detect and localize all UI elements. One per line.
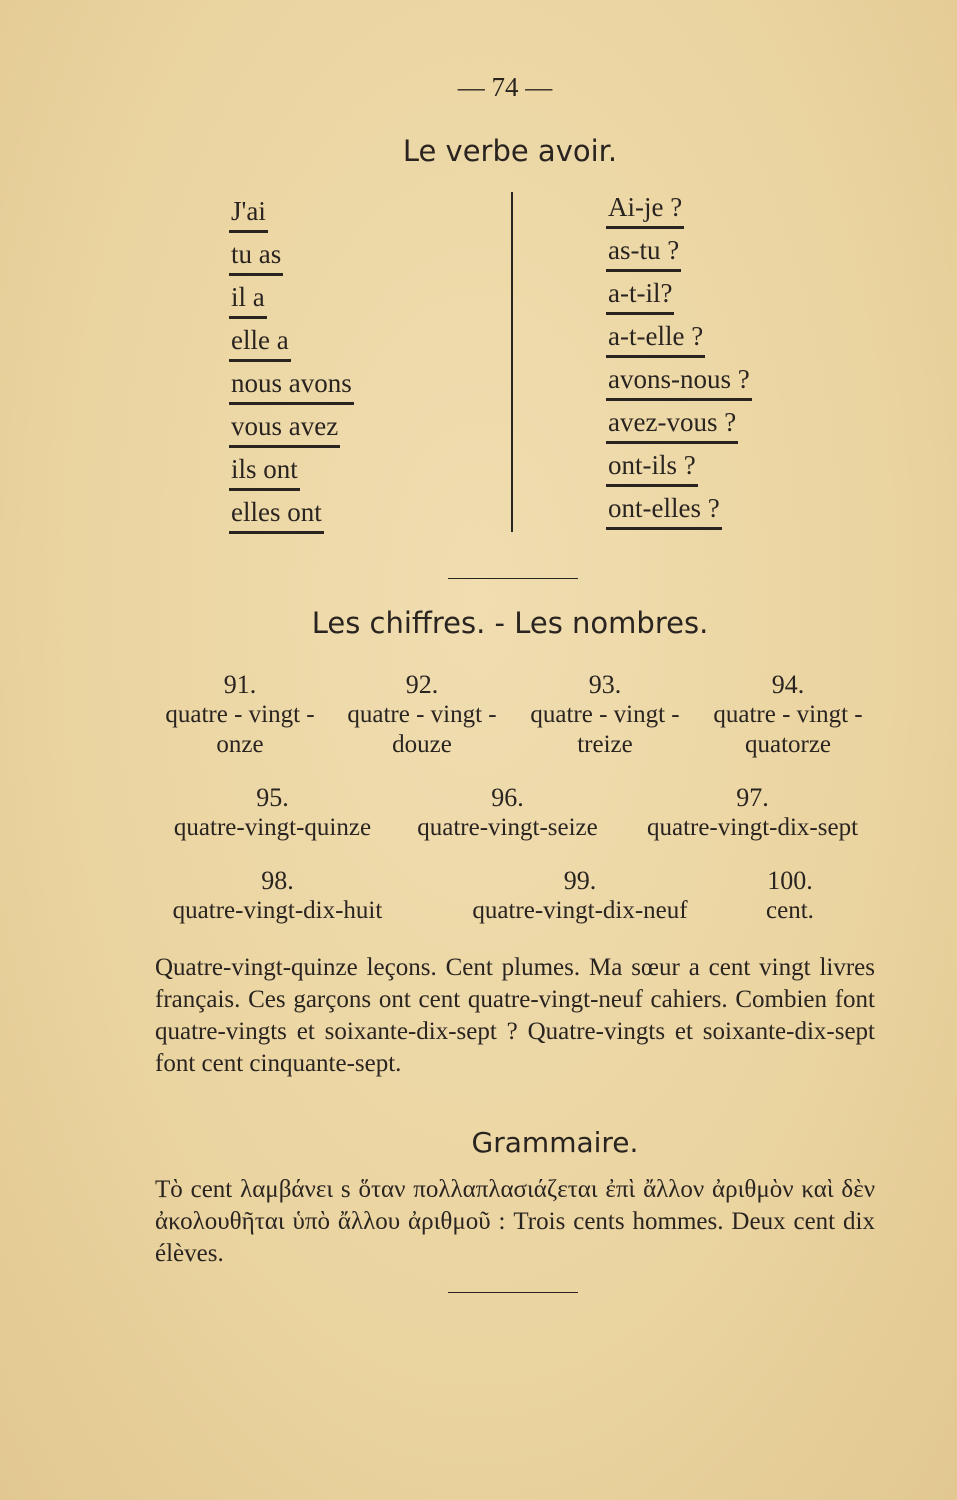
conj-interrogative-8: ont-elles ? (606, 493, 722, 530)
exercise-paragraph: Quatre-vingt-quinze leçons. Cent plumes. Ma sœur a cent vingt livres français. Ces garçons ont cent quatre-vingt-neuf cahiers. Combien font quatre-vingts et soixante-dix-sept ? Quatre-vingts et soixante-dix-sept font cent cinquante-sept. (155, 954, 875, 1077)
number-100-digits: 100. (767, 866, 813, 895)
conj-interrogative-6: avez-vous ? (606, 407, 738, 444)
conj-affirmative-3: il a (229, 282, 267, 319)
conj-affirmative-1: J'ai (229, 196, 268, 233)
number-94-words-2: quatorze (744, 731, 832, 758)
number-92 (332, 670, 512, 760)
number-93-words-2: treize (577, 731, 633, 758)
conj-interrogative-1: Ai-je ? (606, 192, 684, 229)
number-91-digits: 91. (223, 670, 257, 699)
number-98 (150, 866, 405, 926)
number-92-words-2: douze (392, 731, 452, 758)
section-rule-2 (448, 1292, 578, 1293)
conj-interrogative-4: a-t-elle ? (606, 321, 705, 358)
number-95 (150, 783, 395, 843)
grammar-paragraph: Τὸ cent λαμβάνει s ὅταν πολλαπλασιάζεται ἐπὶ ἄλλον ἀριθμὸν καὶ δὲν ἀκολουθῆται ὑπὸ ἄλλου ἀριθμοῦ : Trois cents hommes. Deux cent dix élèves. (155, 1176, 875, 1267)
number-95-digits: 95. (256, 783, 289, 812)
column-divider (511, 192, 513, 532)
number-93-digits: 93. (588, 670, 622, 699)
number-92-words-1: quatre - vingt - (347, 701, 497, 728)
number-99 (450, 866, 710, 926)
conj-affirmative-4: elle a (229, 325, 291, 362)
conj-affirmative-7: ils ont (229, 454, 300, 491)
title-grammar: Grammaire. (471, 1126, 639, 1159)
number-94 (698, 670, 878, 760)
number-94-digits: 94. (771, 670, 805, 699)
number-91-words-1: quatre - vingt - (165, 701, 315, 728)
conj-affirmative-6: vous avez (229, 411, 340, 448)
number-97 (625, 783, 880, 843)
number-97-digits: 97. (736, 783, 769, 812)
number-98-words: quatre-vingt-dix-huit (172, 897, 383, 924)
conj-affirmative-5: nous avons (229, 368, 354, 405)
number-99-digits: 99. (563, 866, 597, 895)
conj-interrogative-5: avons-nous ? (606, 364, 752, 401)
title-verb-avoir: Le verbe avoir. (402, 134, 618, 168)
number-94-words-1: quatre - vingt - (713, 701, 863, 728)
conj-affirmative-2: tu as (229, 239, 283, 276)
number-95-words: quatre-vingt-quinze (173, 814, 372, 841)
number-91-words-2: onze (216, 731, 264, 758)
number-100-words: cent. (766, 897, 814, 924)
number-91 (150, 670, 330, 760)
page-number: — 74 — (457, 72, 553, 102)
number-98-digits: 98. (261, 866, 294, 895)
section-rule-1 (448, 578, 578, 579)
conj-interrogative-2: as-tu ? (606, 235, 681, 272)
conj-affirmative-8: elles ont (229, 497, 324, 534)
number-96 (395, 783, 620, 843)
number-97-words: quatre-vingt-dix-sept (646, 814, 859, 841)
number-93 (515, 670, 695, 760)
conj-interrogative-7: ont-ils ? (606, 450, 698, 487)
number-96-words: quatre-vingt-seize (417, 814, 598, 841)
number-100 (740, 866, 840, 926)
number-96-digits: 96. (491, 783, 524, 812)
title-numbers: Les chiffres. - Les nombres. (311, 606, 709, 640)
number-99-words: quatre-vingt-dix-neuf (472, 897, 688, 924)
conj-interrogative-3: a-t-il? (606, 278, 674, 315)
number-92-digits: 92. (405, 670, 439, 699)
number-93-words-1: quatre - vingt - (530, 701, 680, 728)
